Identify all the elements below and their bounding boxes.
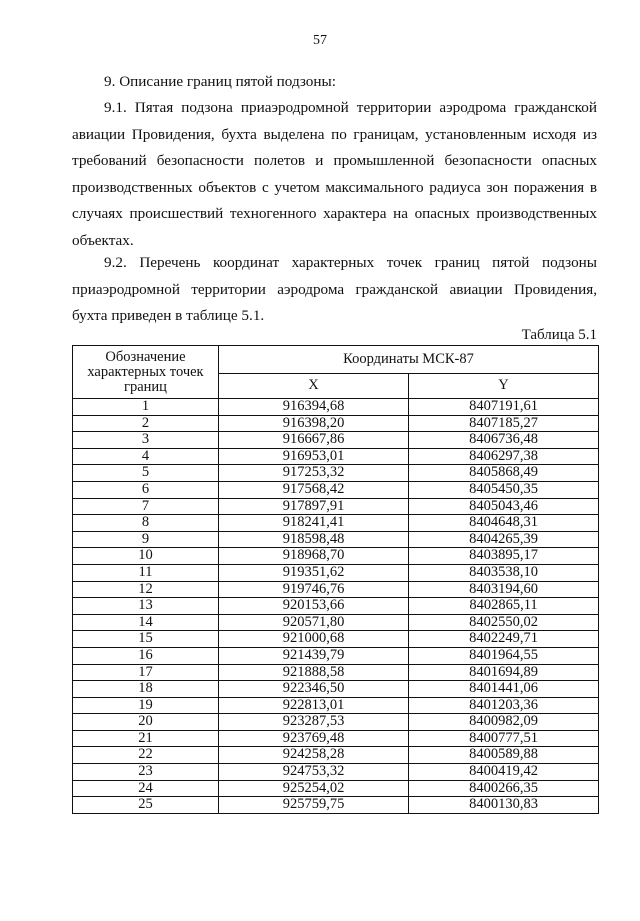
table-row (73, 631, 599, 648)
x-coordinate-cell: 917897,91 (219, 498, 409, 515)
point-number-cell: 2 (73, 415, 219, 432)
paragraph-9-1: 9.1. Пятая подзона приаэродромной территории аэродрома гражданской авиации Провидения, бухта выделена по границам, установленным исходя из требований безопасности полетов и промышленной безопасности опасных производственных объектов с учетом максимального радиуса зон поражения в случаях происшествий техногенного характера на опасных производственных объектах. (72, 99, 597, 249)
table-caption: Таблица 5.1 (521, 327, 597, 343)
x-coordinate-cell: 918241,41 (219, 515, 409, 532)
x-coordinate-cell: 923287,53 (219, 714, 409, 731)
y-coordinate-cell: 8405868,49 (409, 465, 599, 482)
table-row (73, 614, 599, 631)
x-coordinate-cell: 920571,80 (219, 614, 409, 631)
table-row (73, 432, 599, 449)
point-number-cell: 10 (73, 548, 219, 565)
coordinates-table-body (73, 399, 599, 814)
coordinates-table (72, 345, 599, 814)
x-coordinate-cell: 921439,79 (219, 647, 409, 664)
point-number-cell: 18 (73, 681, 219, 698)
point-number-cell: 24 (73, 780, 219, 797)
table-row (73, 531, 599, 548)
y-coordinate-cell: 8406297,38 (409, 448, 599, 465)
header-point-designation: Обозначение характерных точек границ (73, 346, 219, 399)
table-row (73, 465, 599, 482)
point-number-cell: 8 (73, 515, 219, 532)
point-number-cell: 11 (73, 564, 219, 581)
y-coordinate-cell: 8402865,11 (409, 598, 599, 615)
y-coordinate-cell: 8400777,51 (409, 730, 599, 747)
point-number-cell: 25 (73, 797, 219, 814)
y-coordinate-cell: 8406736,48 (409, 432, 599, 449)
table-row (73, 780, 599, 797)
x-coordinate-cell: 922813,01 (219, 697, 409, 714)
x-coordinate-cell: 923769,48 (219, 730, 409, 747)
header-x: X (219, 374, 409, 399)
y-coordinate-cell: 8402550,02 (409, 614, 599, 631)
table-row (73, 481, 599, 498)
y-coordinate-cell: 8400419,42 (409, 764, 599, 781)
y-coordinate-cell: 8401441,06 (409, 681, 599, 698)
table-row (73, 764, 599, 781)
table-row (73, 415, 599, 432)
y-coordinate-cell: 8407185,27 (409, 415, 599, 432)
point-number-cell: 20 (73, 714, 219, 731)
table-row (73, 747, 599, 764)
point-number-cell: 1 (73, 399, 219, 416)
header-y: Y (409, 374, 599, 399)
x-coordinate-cell: 919746,76 (219, 581, 409, 598)
y-coordinate-cell: 8403538,10 (409, 564, 599, 581)
y-coordinate-cell: 8401694,89 (409, 664, 599, 681)
x-coordinate-cell: 925254,02 (219, 780, 409, 797)
y-coordinate-cell: 8404648,31 (409, 515, 599, 532)
table-row (73, 598, 599, 615)
y-coordinate-cell: 8403194,60 (409, 581, 599, 598)
y-coordinate-cell: 8405043,46 (409, 498, 599, 515)
point-number-cell: 17 (73, 664, 219, 681)
y-coordinate-cell: 8407191,61 (409, 399, 599, 416)
y-coordinate-cell: 8400589,88 (409, 747, 599, 764)
x-coordinate-cell: 916953,01 (219, 448, 409, 465)
section-heading: 9. Описание границ пятой подзоны: (104, 73, 336, 90)
table-row (73, 697, 599, 714)
x-coordinate-cell: 921888,58 (219, 664, 409, 681)
x-coordinate-cell: 916398,20 (219, 415, 409, 432)
x-coordinate-cell: 917253,32 (219, 465, 409, 482)
point-number-cell: 15 (73, 631, 219, 648)
y-coordinate-cell: 8400982,09 (409, 714, 599, 731)
point-number-cell: 14 (73, 614, 219, 631)
table-row (73, 548, 599, 565)
x-coordinate-cell: 916394,68 (219, 399, 409, 416)
x-coordinate-cell: 918968,70 (219, 548, 409, 565)
paragraph-9-2: 9.2. Перечень координат характерных точек границ пятой подзоны приаэродромной территории аэродрома гражданской авиации Провидения, бухта приведен в таблице 5.1. (72, 254, 597, 324)
table-row (73, 714, 599, 731)
x-coordinate-cell: 921000,68 (219, 631, 409, 648)
y-coordinate-cell: 8405450,35 (409, 481, 599, 498)
table-row (73, 498, 599, 515)
table-row (73, 564, 599, 581)
point-number-cell: 9 (73, 531, 219, 548)
table-row (73, 448, 599, 465)
x-coordinate-cell: 922346,50 (219, 681, 409, 698)
point-number-cell: 5 (73, 465, 219, 482)
table-row (73, 681, 599, 698)
point-number-cell: 3 (73, 432, 219, 449)
table-row (73, 730, 599, 747)
page-number: 57 (313, 33, 327, 48)
header-coordinates: Координаты МСК-87 (219, 346, 599, 374)
point-number-cell: 12 (73, 581, 219, 598)
x-coordinate-cell: 924753,32 (219, 764, 409, 781)
point-number-cell: 21 (73, 730, 219, 747)
table-row (73, 399, 599, 416)
x-coordinate-cell: 918598,48 (219, 531, 409, 548)
x-coordinate-cell: 925759,75 (219, 797, 409, 814)
x-coordinate-cell: 917568,42 (219, 481, 409, 498)
table-row (73, 581, 599, 598)
x-coordinate-cell: 920153,66 (219, 598, 409, 615)
point-number-cell: 19 (73, 697, 219, 714)
point-number-cell: 13 (73, 598, 219, 615)
y-coordinate-cell: 8400266,35 (409, 780, 599, 797)
table-row (73, 515, 599, 532)
x-coordinate-cell: 919351,62 (219, 564, 409, 581)
y-coordinate-cell: 8404265,39 (409, 531, 599, 548)
point-number-cell: 7 (73, 498, 219, 515)
table-row (73, 647, 599, 664)
y-coordinate-cell: 8401203,36 (409, 697, 599, 714)
y-coordinate-cell: 8401964,55 (409, 647, 599, 664)
table-row (73, 797, 599, 814)
point-number-cell: 23 (73, 764, 219, 781)
point-number-cell: 22 (73, 747, 219, 764)
point-number-cell: 4 (73, 448, 219, 465)
x-coordinate-cell: 916667,86 (219, 432, 409, 449)
point-number-cell: 16 (73, 647, 219, 664)
y-coordinate-cell: 8403895,17 (409, 548, 599, 565)
y-coordinate-cell: 8402249,71 (409, 631, 599, 648)
table-row (73, 664, 599, 681)
y-coordinate-cell: 8400130,83 (409, 797, 599, 814)
x-coordinate-cell: 924258,28 (219, 747, 409, 764)
point-number-cell: 6 (73, 481, 219, 498)
